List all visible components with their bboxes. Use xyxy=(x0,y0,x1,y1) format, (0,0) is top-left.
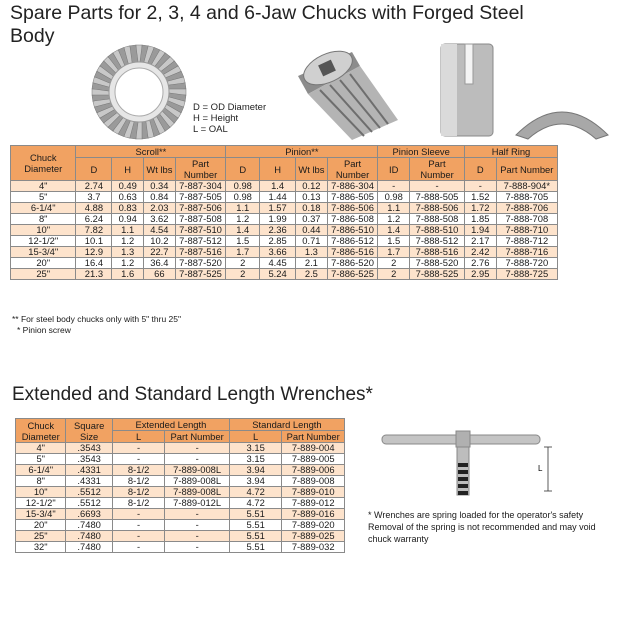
table-cell: 7-889-012 xyxy=(282,498,345,509)
table-cell: 8-1/2 xyxy=(112,465,164,476)
table-cell: 8" xyxy=(11,214,76,225)
table-cell: 1.5 xyxy=(226,236,260,247)
table-cell: 2.95 xyxy=(464,269,496,280)
table-cell: 7-887-520 xyxy=(175,258,226,269)
table-cell: 0.98 xyxy=(226,192,260,203)
table-cell: 7-886-525 xyxy=(327,269,378,280)
table-cell: 1.1 xyxy=(112,225,144,236)
table-cell: 7-886-516 xyxy=(327,247,378,258)
table-cell: 1.85 xyxy=(464,214,496,225)
table-row xyxy=(16,520,345,531)
table-cell: 7-889-012L xyxy=(165,498,230,509)
table-cell: 1.99 xyxy=(260,214,296,225)
table-cell: 7-886-506 xyxy=(327,203,378,214)
col-chuck-diameter: Chuck Diameter xyxy=(16,419,66,443)
wrench-image xyxy=(378,425,558,505)
table-cell: 7-888-506 xyxy=(410,203,465,214)
spare_table-subheader: ID xyxy=(378,158,410,181)
spare_table-subheader: Part Number xyxy=(327,158,378,181)
table-cell: 8" xyxy=(16,476,66,487)
table-row xyxy=(11,236,558,247)
table-cell: 7-889-020 xyxy=(282,520,345,531)
table-cell: 2 xyxy=(226,269,260,280)
table-cell: 7-889-008 xyxy=(282,476,345,487)
table-cell: 7-888-710 xyxy=(496,225,557,236)
group-extended-length: Extended Length xyxy=(112,419,229,431)
table-row xyxy=(11,203,558,214)
table-cell: 1.72 xyxy=(464,203,496,214)
table-cell: 7-887-508 xyxy=(175,214,226,225)
table-cell: .4331 xyxy=(66,476,112,487)
table-cell: 7-888-904* xyxy=(496,181,557,192)
table-cell: 22.7 xyxy=(144,247,176,258)
table-cell: 0.49 xyxy=(112,181,144,192)
table-cell: 7-889-008L xyxy=(165,476,230,487)
table-row xyxy=(11,225,558,236)
table-cell: - xyxy=(464,181,496,192)
table-cell: 12-1/2" xyxy=(16,498,66,509)
table-cell: 4.88 xyxy=(76,203,112,214)
table-cell: 1.1 xyxy=(378,203,410,214)
table-cell: - xyxy=(165,531,230,542)
table-cell: 3.66 xyxy=(260,247,296,258)
table-cell: 4" xyxy=(11,181,76,192)
table-row xyxy=(11,181,558,192)
table-cell: 7-889-032 xyxy=(282,542,345,553)
scroll-gear-image xyxy=(88,42,190,142)
table-cell: 6.24 xyxy=(76,214,112,225)
table-cell: 10" xyxy=(11,225,76,236)
dimension-legend: D = OD Diameter H = Height L = OAL xyxy=(193,102,267,135)
table-cell: 5" xyxy=(11,192,76,203)
table-cell: 2.5 xyxy=(296,269,328,280)
group-half-ring: Half Ring xyxy=(464,146,557,158)
table-row xyxy=(11,214,558,225)
table-cell: 2.17 xyxy=(464,236,496,247)
table-cell: 3.15 xyxy=(229,443,281,454)
table-cell: 2.1 xyxy=(296,258,328,269)
table-cell: 1.4 xyxy=(226,225,260,236)
table-cell: - xyxy=(410,181,465,192)
table-cell: 3.15 xyxy=(229,454,281,465)
table-cell: 7-887-506 xyxy=(175,203,226,214)
table-cell: 4.54 xyxy=(144,225,176,236)
table-cell: 0.71 xyxy=(296,236,328,247)
table-cell: 7-889-006 xyxy=(282,465,345,476)
wrench_table-subheader: L xyxy=(112,431,164,443)
table-cell: 2 xyxy=(378,269,410,280)
table-cell: 1.7 xyxy=(226,247,260,258)
spare_table-subheader: Part Number xyxy=(175,158,226,181)
table-cell: 1.1 xyxy=(226,203,260,214)
table-cell: 3.7 xyxy=(76,192,112,203)
table-cell: .5512 xyxy=(66,498,112,509)
table-cell: 5" xyxy=(16,454,66,465)
table-cell: 0.18 xyxy=(296,203,328,214)
table-cell: 7-889-010 xyxy=(282,487,345,498)
table-cell: - xyxy=(112,443,164,454)
table-cell: 7-888-508 xyxy=(410,214,465,225)
spare-parts-table xyxy=(10,145,558,280)
table-cell: 7-889-016 xyxy=(282,509,345,520)
table-cell: - xyxy=(378,181,410,192)
table-cell: 6-1/4" xyxy=(16,465,66,476)
table-cell: 7-887-525 xyxy=(175,269,226,280)
table-cell: 8-1/2 xyxy=(112,476,164,487)
table-cell: 0.98 xyxy=(226,181,260,192)
table-cell: 1.4 xyxy=(378,225,410,236)
table-cell: 7-886-512 xyxy=(327,236,378,247)
table-cell: 10.1 xyxy=(76,236,112,247)
table-cell: 2.36 xyxy=(260,225,296,236)
table-cell: 1.2 xyxy=(112,258,144,269)
table-cell: 0.98 xyxy=(378,192,410,203)
group-standard-length: Standard Length xyxy=(229,419,344,431)
table-cell: 10" xyxy=(16,487,66,498)
table-cell: 21.3 xyxy=(76,269,112,280)
table-cell: 25" xyxy=(16,531,66,542)
table-cell: 7-887-512 xyxy=(175,236,226,247)
table-cell: 7-887-510 xyxy=(175,225,226,236)
table-cell: 7-886-304 xyxy=(327,181,378,192)
table-cell: 1.4 xyxy=(260,181,296,192)
spare_table-subheader: D xyxy=(226,158,260,181)
table-cell: 6-1/4" xyxy=(11,203,76,214)
table-cell: 12-1/2" xyxy=(11,236,76,247)
table-cell: 0.83 xyxy=(112,203,144,214)
table-cell: 7-889-005 xyxy=(282,454,345,465)
spare_table-subheader: H xyxy=(112,158,144,181)
table-cell: 7-887-304 xyxy=(175,181,226,192)
table-row xyxy=(16,454,345,465)
table-cell: 0.84 xyxy=(144,192,176,203)
table-cell: 0.12 xyxy=(296,181,328,192)
table-cell: 1.94 xyxy=(464,225,496,236)
table-cell: 1.3 xyxy=(112,247,144,258)
table-cell: 2.42 xyxy=(464,247,496,258)
table-row xyxy=(16,487,345,498)
table-cell: 32" xyxy=(16,542,66,553)
table-cell: 0.34 xyxy=(144,181,176,192)
table-cell: 7-889-004 xyxy=(282,443,345,454)
table-cell: 0.63 xyxy=(112,192,144,203)
table-cell: .3543 xyxy=(66,443,112,454)
col-chuck-diameter: Chuck Diameter xyxy=(11,146,76,181)
group-pinion-sleeve: Pinion Sleeve xyxy=(378,146,465,158)
table-cell: 1.5 xyxy=(378,236,410,247)
table-cell: 1.6 xyxy=(112,269,144,280)
table-cell: 7-888-516 xyxy=(410,247,465,258)
table-cell: 7-888-725 xyxy=(496,269,557,280)
table-cell: 7-888-708 xyxy=(496,214,557,225)
table-cell: 2.76 xyxy=(464,258,496,269)
table-cell: 7-886-508 xyxy=(327,214,378,225)
col-square-size: Square Size xyxy=(66,419,112,443)
table-cell: 10.2 xyxy=(144,236,176,247)
table-cell: 1.3 xyxy=(296,247,328,258)
table-row xyxy=(11,247,558,258)
group-scroll: Scroll** xyxy=(76,146,226,158)
table-cell: 7-889-025 xyxy=(282,531,345,542)
table-cell: 2.03 xyxy=(144,203,176,214)
spare_table-subheader: H xyxy=(260,158,296,181)
table-row xyxy=(16,443,345,454)
spare_table-subheader: Wt lbs xyxy=(296,158,328,181)
wrench-table xyxy=(15,418,345,553)
table-cell: 7.82 xyxy=(76,225,112,236)
table-row xyxy=(11,269,558,280)
wrench_table-subheader: L xyxy=(229,431,281,443)
table-cell: - xyxy=(165,454,230,465)
table-row xyxy=(16,509,345,520)
spare_table-subheader: Part Number xyxy=(410,158,465,181)
table-cell: 0.44 xyxy=(296,225,328,236)
table-cell: 7-888-512 xyxy=(410,236,465,247)
wrench_table-subheader: Part Number xyxy=(165,431,230,443)
table-cell: 3.62 xyxy=(144,214,176,225)
table-cell: 15-3/4" xyxy=(16,509,66,520)
table-cell: 5.51 xyxy=(229,531,281,542)
table-cell: 15-3/4" xyxy=(11,247,76,258)
table-cell: 1.7 xyxy=(378,247,410,258)
table-cell: 16.4 xyxy=(76,258,112,269)
table-cell: 4" xyxy=(16,443,66,454)
table-cell: 4.72 xyxy=(229,498,281,509)
table-cell: 3.94 xyxy=(229,465,281,476)
table-row xyxy=(11,192,558,203)
spare_table-subheader: Part Number xyxy=(496,158,557,181)
table-cell: 8-1/2 xyxy=(112,487,164,498)
table-cell: 7-886-520 xyxy=(327,258,378,269)
table-cell: - xyxy=(112,542,164,553)
table-cell: 7-888-720 xyxy=(496,258,557,269)
table-cell: 7-888-712 xyxy=(496,236,557,247)
table-cell: 5.51 xyxy=(229,509,281,520)
table-cell: 66 xyxy=(144,269,176,280)
table-cell: 0.37 xyxy=(296,214,328,225)
spare_table-subheader: D xyxy=(76,158,112,181)
table-cell: 1.44 xyxy=(260,192,296,203)
table-cell: 0.94 xyxy=(112,214,144,225)
table-cell: 8-1/2 xyxy=(112,498,164,509)
pinion-sleeve-image xyxy=(437,40,499,140)
table-cell: - xyxy=(165,443,230,454)
table-cell: 2.74 xyxy=(76,181,112,192)
table-row xyxy=(16,542,345,553)
table-cell: 5.51 xyxy=(229,542,281,553)
table-cell: 7-888-706 xyxy=(496,203,557,214)
wrench-section-title: Extended and Standard Length Wrenches* xyxy=(12,384,373,405)
table-cell: .5512 xyxy=(66,487,112,498)
table-cell: 36.4 xyxy=(144,258,176,269)
table-cell: - xyxy=(165,509,230,520)
table-cell: .4331 xyxy=(66,465,112,476)
table-cell: 1.57 xyxy=(260,203,296,214)
table-cell: 7-886-505 xyxy=(327,192,378,203)
table-row xyxy=(16,498,345,509)
table-cell: 2 xyxy=(226,258,260,269)
table-cell: - xyxy=(112,520,164,531)
table-cell: 7-889-008L xyxy=(165,487,230,498)
table-cell: 4.72 xyxy=(229,487,281,498)
table-cell: 4.45 xyxy=(260,258,296,269)
table-cell: 1.2 xyxy=(226,214,260,225)
table-cell: 7-887-516 xyxy=(175,247,226,258)
wrench_table-subheader: Part Number xyxy=(282,431,345,443)
table-cell: 25" xyxy=(11,269,76,280)
table-cell: 7-888-510 xyxy=(410,225,465,236)
table-cell: - xyxy=(165,520,230,531)
table-cell: 1.52 xyxy=(464,192,496,203)
wrench-notes: * Wrenches are spring loaded for the operator's safety Removal of the spring is not recommended and may void chuck warranty xyxy=(368,510,596,544)
table-cell: - xyxy=(112,454,164,465)
table-cell: 7-889-008L xyxy=(165,465,230,476)
table-cell: 12.9 xyxy=(76,247,112,258)
table-cell: 7-888-505 xyxy=(410,192,465,203)
table-cell: 1.2 xyxy=(378,214,410,225)
table-cell: - xyxy=(112,531,164,542)
table-cell: 5.24 xyxy=(260,269,296,280)
table-cell: .7480 xyxy=(66,520,112,531)
table-cell: 5.51 xyxy=(229,520,281,531)
table-cell: .7480 xyxy=(66,542,112,553)
table-cell: 0.13 xyxy=(296,192,328,203)
table-cell: 3.94 xyxy=(229,476,281,487)
spare_table-subheader: D xyxy=(464,158,496,181)
table-cell: 7-888-705 xyxy=(496,192,557,203)
table-cell: - xyxy=(112,509,164,520)
table-cell: .3543 xyxy=(66,454,112,465)
table-cell: 7-888-716 xyxy=(496,247,557,258)
table-row xyxy=(11,258,558,269)
page-title: Spare Parts for 2, 3, 4 and 6-Jaw Chucks with Forged Steel Body xyxy=(10,2,524,47)
table-cell: 2 xyxy=(378,258,410,269)
table-cell: 7-888-525 xyxy=(410,269,465,280)
pinion-image xyxy=(290,38,410,143)
table-cell: 20" xyxy=(11,258,76,269)
table-cell: - xyxy=(165,542,230,553)
table-row xyxy=(16,465,345,476)
table-row xyxy=(16,531,345,542)
table-row xyxy=(16,476,345,487)
table-cell: 7-887-505 xyxy=(175,192,226,203)
table-cell: .6693 xyxy=(66,509,112,520)
table-cell: 7-886-510 xyxy=(327,225,378,236)
table-cell: 2.85 xyxy=(260,236,296,247)
table-cell: 1.2 xyxy=(112,236,144,247)
table-cell: 7-888-520 xyxy=(410,258,465,269)
wrench-dimension-label: L xyxy=(538,464,543,473)
table-cell: .7480 xyxy=(66,531,112,542)
group-pinion: Pinion** xyxy=(226,146,378,158)
table-cell: 20" xyxy=(16,520,66,531)
half-ring-image xyxy=(512,95,612,141)
footnotes: ** For steel body chucks only with 5" thru 25" * Pinion screw xyxy=(12,314,182,335)
spare_table-subheader: Wt lbs xyxy=(144,158,176,181)
